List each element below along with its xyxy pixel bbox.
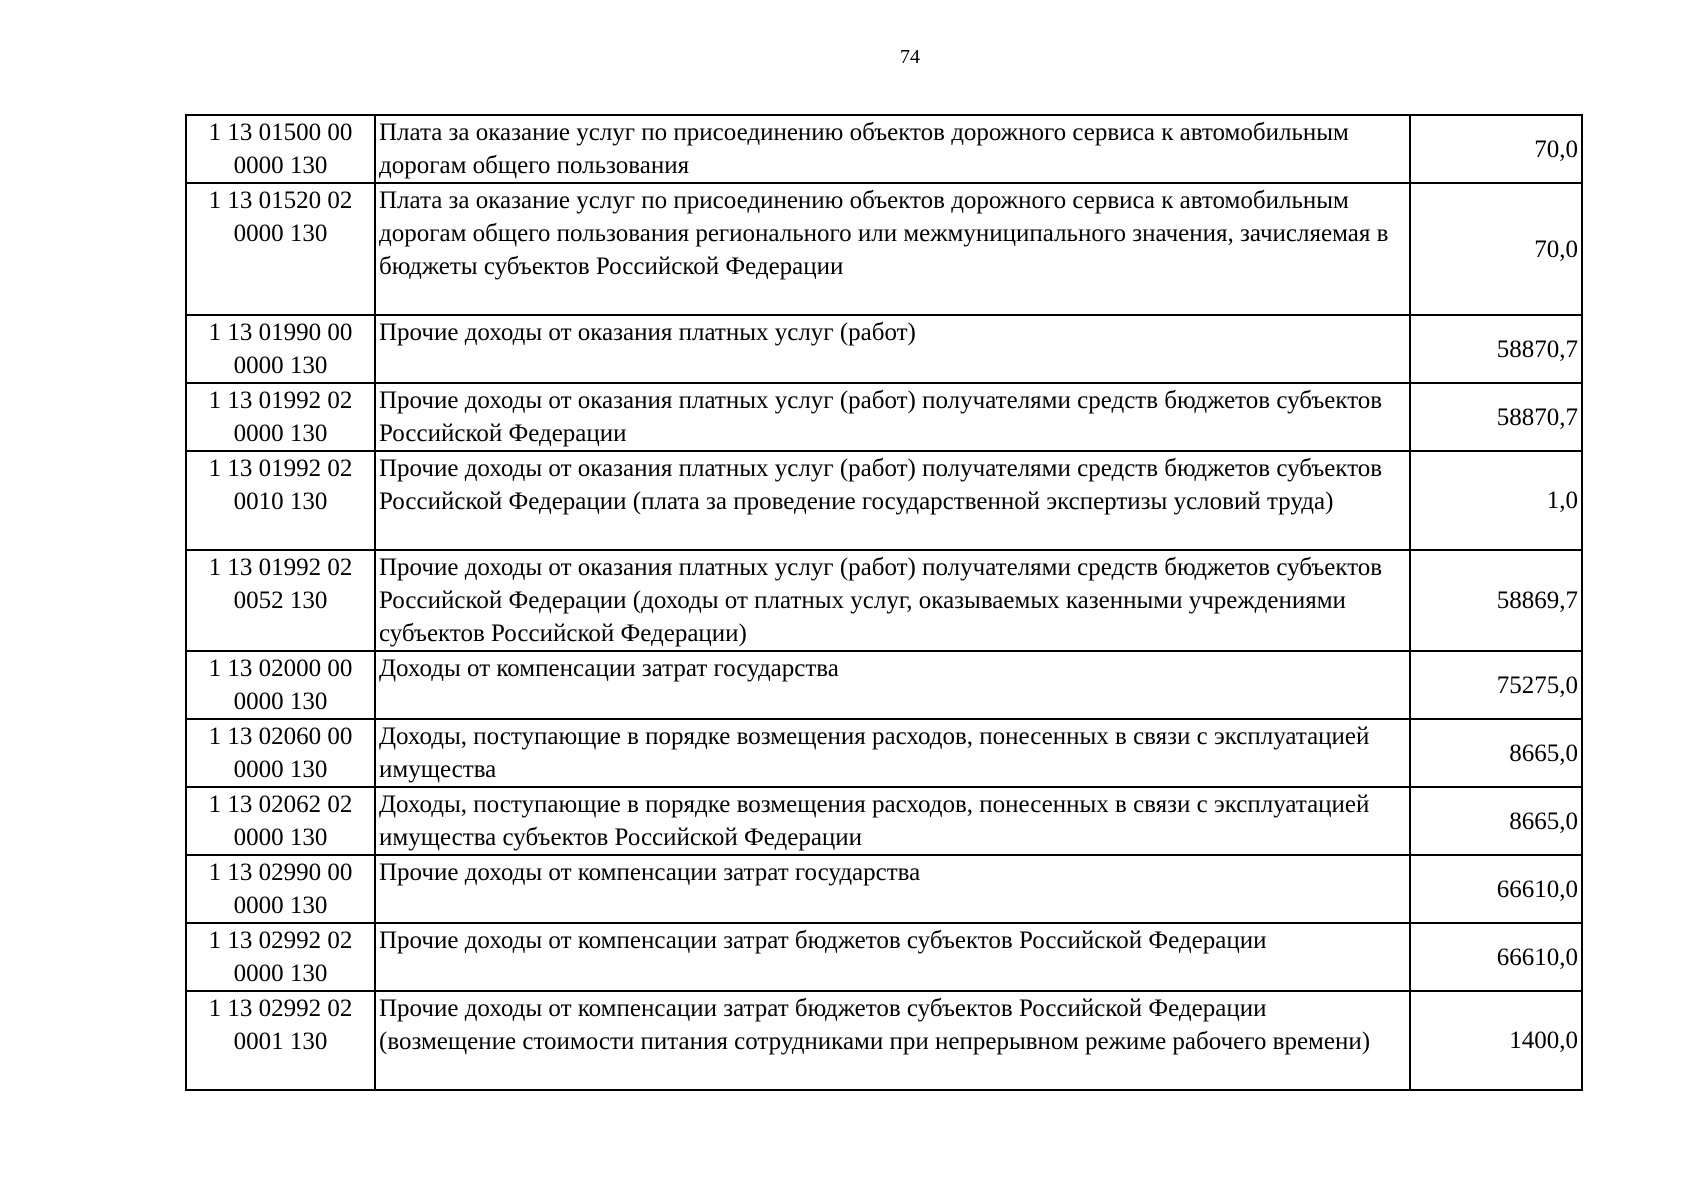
table-row bbox=[186, 991, 1582, 1090]
revenue-code: 1 13 01992 02 0000 130 bbox=[186, 383, 375, 451]
revenue-amount: 75275,0 bbox=[1410, 651, 1582, 719]
revenue-amount: 66610,0 bbox=[1410, 923, 1582, 991]
revenue-description: Прочие доходы от оказания платных услуг (работ) получателями средств бюджетов субъектов Российской Федерации bbox=[375, 383, 1410, 451]
revenue-amount: 8665,0 bbox=[1410, 719, 1582, 787]
revenue-code: 1 13 02062 02 0000 130 bbox=[186, 787, 375, 855]
revenue-amount: 1,0 bbox=[1410, 451, 1582, 550]
revenue-code: 1 13 02990 00 0000 130 bbox=[186, 855, 375, 923]
table-row bbox=[186, 115, 1582, 183]
revenue-description: Прочие доходы от оказания платных услуг (работ) bbox=[375, 315, 1410, 383]
revenue-description: Доходы, поступающие в порядке возмещения расходов, понесенных в связи с эксплуатацией имущества субъектов Российской Федерации bbox=[375, 787, 1410, 855]
table-row bbox=[186, 183, 1582, 315]
revenue-description: Плата за оказание услуг по присоединению объектов дорожного сервиса к автомобильным дорогам общего пользования bbox=[375, 115, 1410, 183]
revenue-code: 1 13 01500 00 0000 130 bbox=[186, 115, 375, 183]
table-row bbox=[186, 719, 1582, 787]
revenue-amount: 66610,0 bbox=[1410, 855, 1582, 923]
table-row bbox=[186, 855, 1582, 923]
revenue-table bbox=[185, 114, 1583, 1091]
revenue-code: 1 13 01990 00 0000 130 bbox=[186, 315, 375, 383]
revenue-description: Прочие доходы от оказания платных услуг (работ) получателями средств бюджетов субъектов Российской Федерации (доходы от платных услуг, оказываемых казенными учреждениями субъектов Российской Федерации) bbox=[375, 550, 1410, 651]
revenue-code: 1 13 02992 02 0000 130 bbox=[186, 923, 375, 991]
revenue-code: 1 13 02060 00 0000 130 bbox=[186, 719, 375, 787]
revenue-description: Доходы от компенсации затрат государства bbox=[375, 651, 1410, 719]
revenue-code: 1 13 02992 02 0001 130 bbox=[186, 991, 375, 1090]
table-row bbox=[186, 383, 1582, 451]
table-row bbox=[186, 550, 1582, 651]
table-row bbox=[186, 315, 1582, 383]
table-row bbox=[186, 651, 1582, 719]
revenue-description: Плата за оказание услуг по присоединению объектов дорожного сервиса к автомобильным дорогам общего пользования регионального или межмуниципального значения, зачисляемая в бюджеты субъектов Российской Федерации bbox=[375, 183, 1410, 315]
revenue-amount: 58869,7 bbox=[1410, 550, 1582, 651]
revenue-code: 1 13 01520 02 0000 130 bbox=[186, 183, 375, 315]
revenue-amount: 70,0 bbox=[1410, 183, 1582, 315]
revenue-description: Прочие доходы от компенсации затрат бюджетов субъектов Российской Федерации bbox=[375, 923, 1410, 991]
revenue-description: Прочие доходы от компенсации затрат бюджетов субъектов Российской Федерации (возмещение стоимости питания сотрудниками при непрерывном режиме рабочего времени) bbox=[375, 991, 1410, 1090]
revenue-amount: 8665,0 bbox=[1410, 787, 1582, 855]
revenue-code: 1 13 02000 00 0000 130 bbox=[186, 651, 375, 719]
revenue-description: Прочие доходы от оказания платных услуг (работ) получателями средств бюджетов субъектов Российской Федерации (плата за проведение государственной экспертизы условий труда) bbox=[375, 451, 1410, 550]
revenue-amount: 70,0 bbox=[1410, 115, 1582, 183]
revenue-code: 1 13 01992 02 0010 130 bbox=[186, 451, 375, 550]
table-row bbox=[186, 787, 1582, 855]
table-row bbox=[186, 451, 1582, 550]
revenue-amount: 58870,7 bbox=[1410, 383, 1582, 451]
revenue-description: Прочие доходы от компенсации затрат государства bbox=[375, 855, 1410, 923]
revenue-code: 1 13 01992 02 0052 130 bbox=[186, 550, 375, 651]
revenue-amount: 58870,7 bbox=[1410, 315, 1582, 383]
page-number: 74 bbox=[900, 46, 920, 68]
table-row bbox=[186, 923, 1582, 991]
revenue-amount: 1400,0 bbox=[1410, 991, 1582, 1090]
revenue-description: Доходы, поступающие в порядке возмещения расходов, понесенных в связи с эксплуатацией имущества bbox=[375, 719, 1410, 787]
